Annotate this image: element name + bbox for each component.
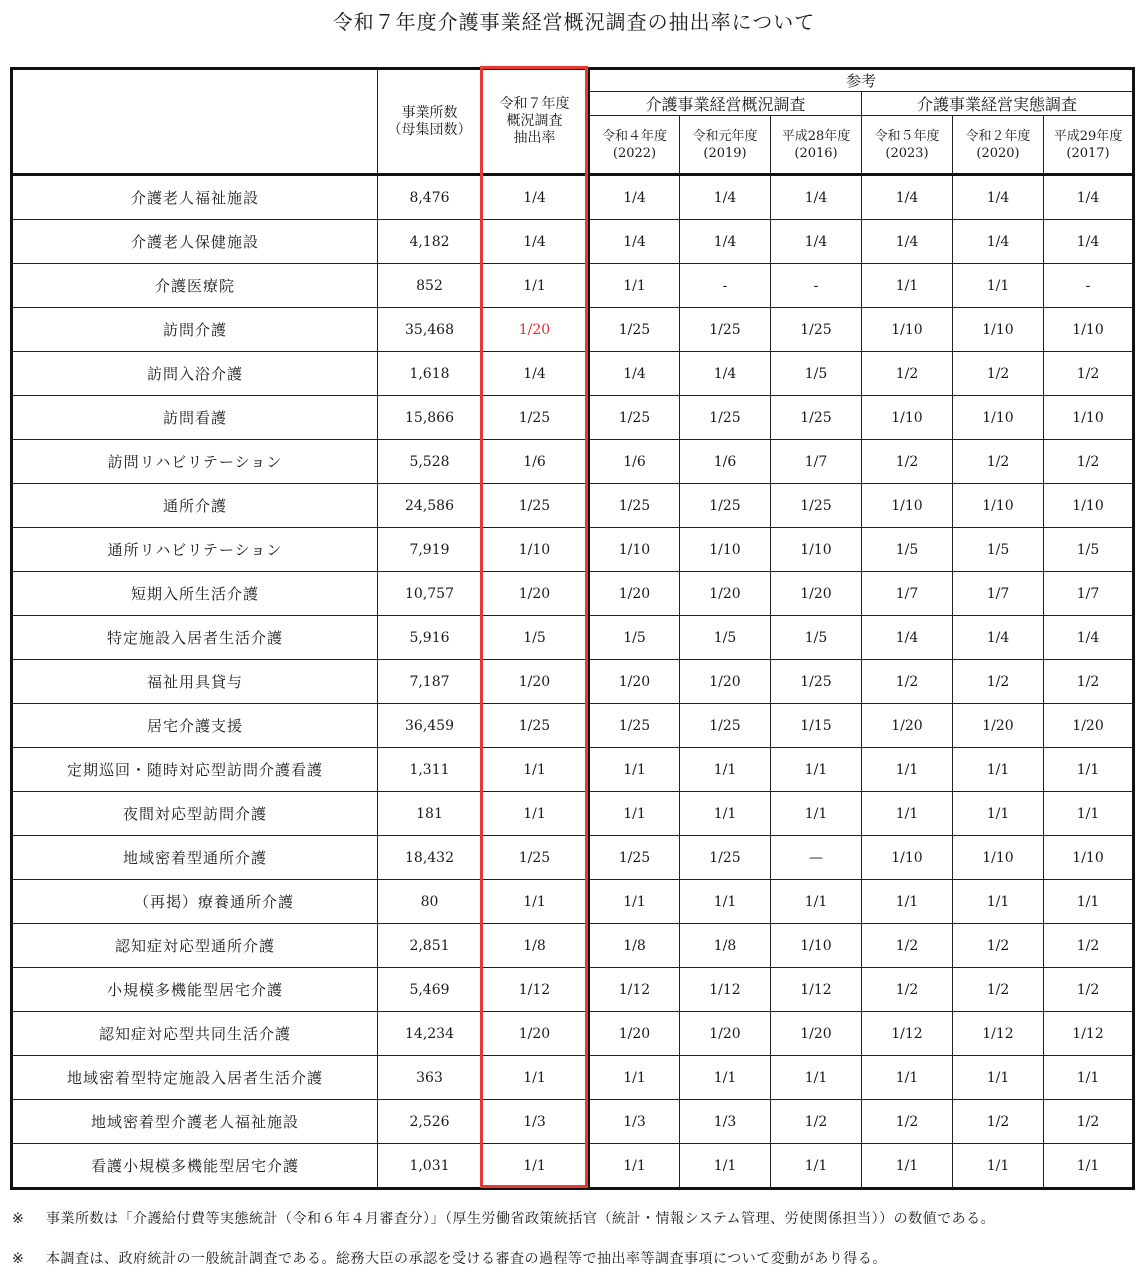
reference-sampling-rate: 1/25 xyxy=(589,308,680,352)
reference-sampling-rate: 1/1 xyxy=(1044,1056,1134,1100)
reference-sampling-rate: 1/10 xyxy=(1044,308,1134,352)
reference-sampling-rate: 1/5 xyxy=(953,528,1044,572)
reference-sampling-rate: 1/2 xyxy=(862,1100,953,1144)
footnote xyxy=(10,1208,1140,1228)
reference-sampling-rate: 1/12 xyxy=(953,1012,1044,1056)
table-row xyxy=(12,308,1134,352)
reference-sampling-rate: 1/25 xyxy=(680,308,771,352)
facility-count: 181 xyxy=(378,792,482,836)
current-sampling-rate: 1/4 xyxy=(482,352,589,396)
reference-sampling-rate: 1/2 xyxy=(1044,968,1134,1012)
reference-sampling-rate: 1/25 xyxy=(589,836,680,880)
facility-count: 15,866 xyxy=(378,396,482,440)
reference-sampling-rate: 1/25 xyxy=(771,396,862,440)
service-name: 通所リハビリテーション xyxy=(12,528,378,572)
facility-count: 7,187 xyxy=(378,660,482,704)
current-sampling-rate: 1/25 xyxy=(482,396,589,440)
service-name: （再掲）療養通所介護 xyxy=(12,880,378,924)
service-name: 福祉用具貸与 xyxy=(12,660,378,704)
facility-count: 1,031 xyxy=(378,1144,482,1189)
current-sampling-rate: 1/20 xyxy=(482,1012,589,1056)
service-name: 地域密着型通所介護 xyxy=(12,836,378,880)
reference-sampling-rate: 1/25 xyxy=(589,396,680,440)
reference-sampling-rate: 1/2 xyxy=(862,660,953,704)
reference-sampling-rate: 1/10 xyxy=(862,484,953,528)
reference-sampling-rate: 1/4 xyxy=(862,175,953,220)
sampling-rate-table xyxy=(10,67,1135,1190)
service-name: 通所介護 xyxy=(12,484,378,528)
footnote xyxy=(10,1248,1140,1268)
reference-sampling-rate: 1/1 xyxy=(1044,880,1134,924)
reference-sampling-rate: 1/1 xyxy=(771,1056,862,1100)
reference-sampling-rate: 1/25 xyxy=(680,704,771,748)
reference-sampling-rate: 1/25 xyxy=(589,484,680,528)
reference-sampling-rate: 1/5 xyxy=(680,616,771,660)
reference-sampling-rate: 1/1 xyxy=(680,792,771,836)
reference-sampling-rate: 1/12 xyxy=(589,968,680,1012)
current-sampling-rate: 1/20 xyxy=(482,308,589,352)
service-name: 地域密着型介護老人福祉施設 xyxy=(12,1100,378,1144)
header-year: 平成28年度 (2016) xyxy=(771,116,862,175)
reference-sampling-rate: 1/12 xyxy=(862,1012,953,1056)
reference-sampling-rate: 1/25 xyxy=(771,484,862,528)
reference-sampling-rate: 1/2 xyxy=(953,1100,1044,1144)
page-title: 令和７年度介護事業経営概況調査の抽出率について xyxy=(332,10,816,34)
reference-sampling-rate: 1/6 xyxy=(680,440,771,484)
reference-sampling-rate: 1/2 xyxy=(953,352,1044,396)
facility-count: 10,757 xyxy=(378,572,482,616)
reference-sampling-rate: 1/20 xyxy=(862,704,953,748)
header-year: 平成29年度 (2017) xyxy=(1044,116,1134,175)
table-row xyxy=(12,704,1134,748)
service-name: 定期巡回・随時対応型訪問介護看護 xyxy=(12,748,378,792)
reference-sampling-rate: 1/1 xyxy=(771,880,862,924)
current-sampling-rate: 1/10 xyxy=(482,528,589,572)
current-sampling-rate: 1/4 xyxy=(482,175,589,220)
reference-sampling-rate: 1/20 xyxy=(589,1012,680,1056)
reference-sampling-rate: 1/20 xyxy=(589,660,680,704)
reference-sampling-rate: 1/20 xyxy=(680,572,771,616)
reference-sampling-rate: 1/2 xyxy=(953,440,1044,484)
reference-sampling-rate: 1/1 xyxy=(771,792,862,836)
reference-sampling-rate: 1/1 xyxy=(862,880,953,924)
facility-count: 1,618 xyxy=(378,352,482,396)
reference-sampling-rate: 1/2 xyxy=(862,924,953,968)
reference-sampling-rate: 1/12 xyxy=(680,968,771,1012)
reference-sampling-rate: 1/1 xyxy=(953,1056,1044,1100)
header-service-type xyxy=(12,69,378,175)
reference-sampling-rate: 1/10 xyxy=(953,484,1044,528)
reference-sampling-rate: 1/4 xyxy=(1044,220,1134,264)
header-year: 令和５年度 (2023) xyxy=(862,116,953,175)
service-name: 認知症対応型共同生活介護 xyxy=(12,1012,378,1056)
reference-sampling-rate: 1/10 xyxy=(862,836,953,880)
service-name: 居宅介護支援 xyxy=(12,704,378,748)
header-year: 令和４年度 (2022) xyxy=(589,116,680,175)
reference-sampling-rate: 1/1 xyxy=(1044,792,1134,836)
facility-count: 1,311 xyxy=(378,748,482,792)
reference-sampling-rate: 1/25 xyxy=(680,396,771,440)
facility-count: 5,528 xyxy=(378,440,482,484)
reference-sampling-rate: 1/10 xyxy=(1044,836,1134,880)
reference-sampling-rate: 1/20 xyxy=(680,1012,771,1056)
footnote-mark: ※ xyxy=(12,1251,25,1267)
service-name: 訪問入浴介護 xyxy=(12,352,378,396)
reference-sampling-rate: 1/1 xyxy=(680,748,771,792)
current-sampling-rate: 1/1 xyxy=(482,880,589,924)
service-name: 看護小規模多機能型居宅介護 xyxy=(12,1144,378,1189)
table-row xyxy=(12,528,1134,572)
reference-sampling-rate: 1/20 xyxy=(680,660,771,704)
reference-sampling-rate: 1/2 xyxy=(771,1100,862,1144)
reference-sampling-rate: 1/1 xyxy=(589,792,680,836)
reference-sampling-rate: 1/3 xyxy=(589,1100,680,1144)
table-row xyxy=(12,616,1134,660)
reference-sampling-rate: 1/1 xyxy=(953,1144,1044,1189)
header-group-actual: 介護事業経営実態調査 xyxy=(862,92,1134,116)
reference-sampling-rate: 1/4 xyxy=(953,175,1044,220)
facility-count: 36,459 xyxy=(378,704,482,748)
current-sampling-rate: 1/20 xyxy=(482,572,589,616)
reference-sampling-rate: 1/20 xyxy=(953,704,1044,748)
facility-count: 14,234 xyxy=(378,1012,482,1056)
current-sampling-rate: 1/1 xyxy=(482,264,589,308)
table-row xyxy=(12,1100,1134,1144)
service-name: 特定施設入居者生活介護 xyxy=(12,616,378,660)
reference-sampling-rate: 1/4 xyxy=(589,220,680,264)
reference-sampling-rate: 1/1 xyxy=(862,1056,953,1100)
facility-count: 35,468 xyxy=(378,308,482,352)
reference-sampling-rate: 1/1 xyxy=(589,1144,680,1189)
reference-sampling-rate: 1/7 xyxy=(771,440,862,484)
reference-sampling-rate: 1/5 xyxy=(771,616,862,660)
reference-sampling-rate: 1/2 xyxy=(862,352,953,396)
table-row xyxy=(12,1056,1134,1100)
reference-sampling-rate: - xyxy=(771,264,862,308)
reference-sampling-rate: 1/1 xyxy=(589,748,680,792)
reference-sampling-rate: 1/2 xyxy=(1044,352,1134,396)
table-row xyxy=(12,1012,1134,1056)
current-sampling-rate: 1/1 xyxy=(482,1144,589,1189)
header-year: 令和元年度 (2019) xyxy=(680,116,771,175)
reference-sampling-rate: 1/1 xyxy=(680,880,771,924)
reference-sampling-rate: 1/4 xyxy=(680,175,771,220)
current-sampling-rate: 1/1 xyxy=(482,1056,589,1100)
reference-sampling-rate: 1/4 xyxy=(953,616,1044,660)
reference-sampling-rate: 1/10 xyxy=(953,308,1044,352)
reference-sampling-rate: 1/2 xyxy=(1044,924,1134,968)
table-row xyxy=(12,836,1134,880)
service-name: 訪問リハビリテーション xyxy=(12,440,378,484)
reference-sampling-rate: 1/25 xyxy=(680,836,771,880)
table-row xyxy=(12,1144,1134,1189)
reference-sampling-rate: 1/1 xyxy=(1044,748,1134,792)
service-name: 夜間対応型訪問介護 xyxy=(12,792,378,836)
service-name: 介護老人保健施設 xyxy=(12,220,378,264)
header-year: 令和２年度 (2020) xyxy=(953,116,1044,175)
reference-sampling-rate: 1/2 xyxy=(1044,660,1134,704)
reference-sampling-rate: 1/25 xyxy=(680,484,771,528)
service-name: 地域密着型特定施設入居者生活介護 xyxy=(12,1056,378,1100)
reference-sampling-rate: 1/5 xyxy=(862,528,953,572)
reference-sampling-rate: 1/1 xyxy=(862,1144,953,1189)
reference-sampling-rate: 1/4 xyxy=(771,220,862,264)
reference-sampling-rate: 1/1 xyxy=(680,1056,771,1100)
reference-sampling-rate: 1/10 xyxy=(953,396,1044,440)
reference-sampling-rate: 1/2 xyxy=(862,968,953,1012)
reference-sampling-rate: 1/10 xyxy=(1044,396,1134,440)
reference-sampling-rate: 1/25 xyxy=(589,704,680,748)
facility-count: 5,469 xyxy=(378,968,482,1012)
facility-count: 852 xyxy=(378,264,482,308)
header-current-rate-label: 令和７年度 概況調査 抽出率 xyxy=(499,96,570,146)
reference-sampling-rate: 1/10 xyxy=(589,528,680,572)
facility-count: 5,916 xyxy=(378,616,482,660)
service-name: 認知症対応型通所介護 xyxy=(12,924,378,968)
reference-sampling-rate: 1/1 xyxy=(862,792,953,836)
reference-sampling-rate: 1/5 xyxy=(771,352,862,396)
reference-sampling-rate: 1/4 xyxy=(1044,175,1134,220)
footnote-text: 本調査は、政府統計の一般統計調査である。総務大臣の承認を受ける審査の過程等で抽出率等調査事項について変動があり得る。 xyxy=(46,1251,887,1267)
reference-sampling-rate: — xyxy=(771,836,862,880)
reference-sampling-rate: 1/8 xyxy=(589,924,680,968)
reference-sampling-rate: 1/10 xyxy=(1044,484,1134,528)
table-row xyxy=(12,880,1134,924)
reference-sampling-rate: 1/2 xyxy=(953,924,1044,968)
header-reference: 参考 xyxy=(589,69,1134,92)
reference-sampling-rate: 1/1 xyxy=(589,880,680,924)
reference-sampling-rate: 1/12 xyxy=(1044,1012,1134,1056)
header-group-overview: 介護事業経営概況調査 xyxy=(589,92,862,116)
reference-sampling-rate: 1/2 xyxy=(862,440,953,484)
reference-sampling-rate: 1/5 xyxy=(589,616,680,660)
reference-sampling-rate: 1/2 xyxy=(1044,1100,1134,1144)
reference-sampling-rate: 1/2 xyxy=(953,660,1044,704)
reference-sampling-rate: 1/12 xyxy=(771,968,862,1012)
reference-sampling-rate: 1/7 xyxy=(953,572,1044,616)
reference-sampling-rate: 1/10 xyxy=(953,836,1044,880)
current-sampling-rate: 1/25 xyxy=(482,484,589,528)
current-sampling-rate: 1/12 xyxy=(482,968,589,1012)
reference-sampling-rate: 1/4 xyxy=(771,175,862,220)
reference-sampling-rate: 1/4 xyxy=(862,616,953,660)
current-sampling-rate: 1/6 xyxy=(482,440,589,484)
header-facility-count xyxy=(378,69,482,175)
facility-count: 2,526 xyxy=(378,1100,482,1144)
reference-sampling-rate: 1/8 xyxy=(680,924,771,968)
table-row xyxy=(12,748,1134,792)
reference-sampling-rate: 1/1 xyxy=(953,880,1044,924)
reference-sampling-rate: 1/7 xyxy=(862,572,953,616)
facility-count: 24,586 xyxy=(378,484,482,528)
reference-sampling-rate: 1/4 xyxy=(1044,616,1134,660)
table-row xyxy=(12,660,1134,704)
current-sampling-rate: 1/3 xyxy=(482,1100,589,1144)
service-name: 介護医療院 xyxy=(12,264,378,308)
reference-sampling-rate: 1/20 xyxy=(771,572,862,616)
current-sampling-rate: 1/1 xyxy=(482,792,589,836)
reference-sampling-rate: 1/6 xyxy=(589,440,680,484)
reference-sampling-rate: 1/4 xyxy=(680,352,771,396)
current-sampling-rate: 1/1 xyxy=(482,748,589,792)
service-name: 訪問介護 xyxy=(12,308,378,352)
table-row xyxy=(12,352,1134,396)
reference-sampling-rate: 1/15 xyxy=(771,704,862,748)
facility-count: 7,919 xyxy=(378,528,482,572)
service-name: 訪問看護 xyxy=(12,396,378,440)
reference-sampling-rate: 1/10 xyxy=(862,396,953,440)
facility-count: 80 xyxy=(378,880,482,924)
service-name: 小規模多機能型居宅介護 xyxy=(12,968,378,1012)
table-row xyxy=(12,264,1134,308)
reference-sampling-rate: 1/2 xyxy=(1044,440,1134,484)
reference-sampling-rate: 1/10 xyxy=(862,308,953,352)
table-row xyxy=(12,175,1134,220)
facility-count: 363 xyxy=(378,1056,482,1100)
footnote-text: 事業所数は「介護給付費等実態統計（令和６年４月審査分）」（厚生労働省政策統括官（統計・情報システム管理、労使関係担当））の数値である。 xyxy=(46,1211,996,1227)
facility-count: 2,851 xyxy=(378,924,482,968)
table-row xyxy=(12,968,1134,1012)
reference-sampling-rate: 1/1 xyxy=(953,748,1044,792)
reference-sampling-rate: 1/1 xyxy=(862,748,953,792)
reference-sampling-rate: 1/3 xyxy=(680,1100,771,1144)
reference-sampling-rate: 1/5 xyxy=(1044,528,1134,572)
reference-sampling-rate: 1/2 xyxy=(953,968,1044,1012)
table-row xyxy=(12,484,1134,528)
table-row xyxy=(12,572,1134,616)
reference-sampling-rate: 1/1 xyxy=(589,264,680,308)
reference-sampling-rate: 1/4 xyxy=(862,220,953,264)
reference-sampling-rate: 1/20 xyxy=(589,572,680,616)
service-name: 短期入所生活介護 xyxy=(12,572,378,616)
reference-sampling-rate: 1/4 xyxy=(589,175,680,220)
table-row xyxy=(12,396,1134,440)
reference-sampling-rate: 1/7 xyxy=(1044,572,1134,616)
table-row xyxy=(12,220,1134,264)
table-row xyxy=(12,792,1134,836)
current-sampling-rate: 1/5 xyxy=(482,616,589,660)
reference-sampling-rate: 1/1 xyxy=(589,1056,680,1100)
current-sampling-rate: 1/20 xyxy=(482,660,589,704)
reference-sampling-rate: 1/4 xyxy=(680,220,771,264)
current-sampling-rate: 1/25 xyxy=(482,836,589,880)
reference-sampling-rate: 1/20 xyxy=(771,1012,862,1056)
reference-sampling-rate: 1/10 xyxy=(771,924,862,968)
reference-sampling-rate: 1/25 xyxy=(771,660,862,704)
footnote-mark: ※ xyxy=(12,1211,25,1227)
reference-sampling-rate: 1/4 xyxy=(589,352,680,396)
facility-count: 18,432 xyxy=(378,836,482,880)
service-name: 介護老人福祉施設 xyxy=(12,175,378,220)
reference-sampling-rate: 1/1 xyxy=(771,1144,862,1189)
facility-count: 8,476 xyxy=(378,175,482,220)
reference-sampling-rate: 1/1 xyxy=(953,792,1044,836)
reference-sampling-rate: 1/10 xyxy=(680,528,771,572)
current-sampling-rate: 1/25 xyxy=(482,704,589,748)
reference-sampling-rate: 1/1 xyxy=(1044,1144,1134,1189)
reference-sampling-rate: 1/1 xyxy=(862,264,953,308)
table-row xyxy=(12,924,1134,968)
reference-sampling-rate: 1/4 xyxy=(953,220,1044,264)
reference-sampling-rate: - xyxy=(1044,264,1134,308)
current-sampling-rate: 1/4 xyxy=(482,220,589,264)
reference-sampling-rate: 1/1 xyxy=(680,1144,771,1189)
reference-sampling-rate: 1/1 xyxy=(771,748,862,792)
facility-count: 4,182 xyxy=(378,220,482,264)
reference-sampling-rate: 1/10 xyxy=(771,528,862,572)
reference-sampling-rate: 1/1 xyxy=(953,264,1044,308)
header-facility-count-label: 事業所数 （母集団数） xyxy=(387,104,472,138)
reference-sampling-rate: 1/20 xyxy=(1044,704,1134,748)
table-row xyxy=(12,440,1134,484)
reference-sampling-rate: - xyxy=(680,264,771,308)
current-sampling-rate: 1/8 xyxy=(482,924,589,968)
header-current-rate xyxy=(482,69,589,175)
reference-sampling-rate: 1/25 xyxy=(771,308,862,352)
